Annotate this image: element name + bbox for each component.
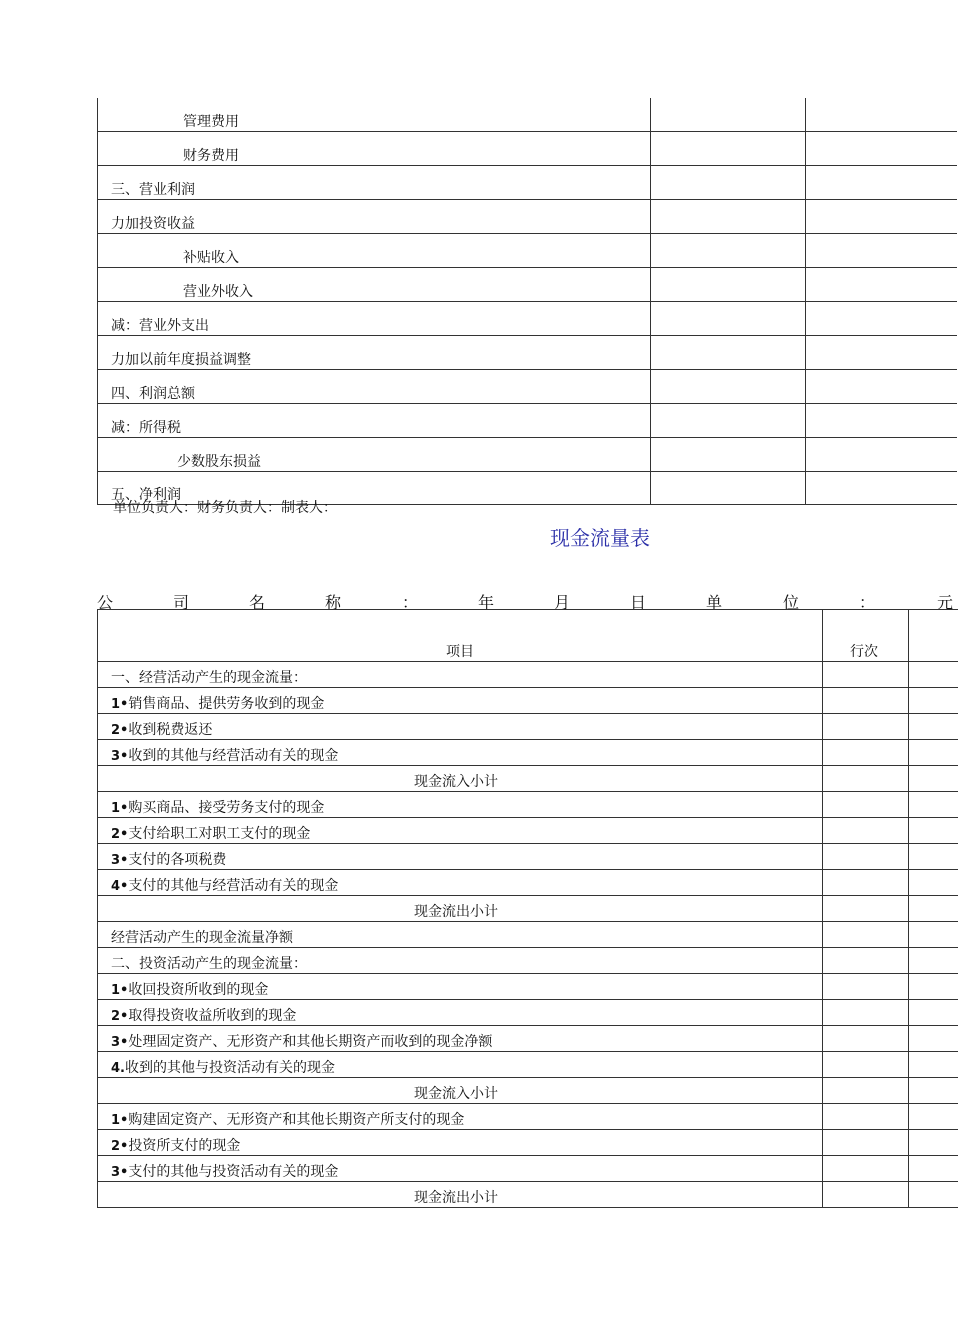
row-label: 力加投资收益 [111,216,195,232]
row-number: 3• [111,853,129,868]
column-divider [908,1156,909,1181]
column-divider [822,662,823,687]
row-text: 销售商品、提供劳务收到的现金 [128,696,325,712]
row-label [111,800,324,817]
row-text: 支付给职工对职工支付的现金 [128,826,311,842]
row-text: 收回投资所收到的现金 [128,982,269,998]
column-divider [822,792,823,817]
column-divider [822,1000,823,1025]
meta-char: 位 [783,593,800,612]
row-number: 2• [111,1009,129,1024]
table-row [98,1026,958,1052]
column-divider [908,1026,909,1051]
table-row [97,166,957,200]
column-divider [908,740,909,765]
row-label: 少数股东损益 [177,454,261,470]
row-label [111,852,226,869]
table-row [98,1104,958,1130]
table-row [97,200,957,234]
table-row [98,688,958,714]
row-text: 现金流入小计 [414,774,498,790]
column-divider [822,974,823,999]
meta-char: 年 [478,593,495,612]
row-label [111,748,338,765]
table-row [97,98,957,132]
row-text: 现金流出小计 [414,1190,498,1206]
table-row [98,1130,958,1156]
row-label: 减：所得税 [111,420,181,436]
table-row [98,896,958,922]
page-title: 现金流量表 [550,526,650,550]
column-divider [908,1078,909,1103]
table-row [98,792,958,818]
column-divider [822,714,823,739]
meta-char: ： [859,593,876,612]
row-label [111,1138,240,1155]
row-text: 现金流入小计 [414,1086,498,1102]
row-number: 1• [111,983,129,998]
column-divider [822,948,823,973]
row-text: 支付的其他与经营活动有关的现金 [128,878,339,894]
header-item: 项目 [446,644,474,660]
column-divider [822,896,823,921]
row-text: 现金流出小计 [414,904,498,920]
column-divider [908,1130,909,1155]
row-number: 1• [111,1113,129,1128]
row-number: 3• [111,1035,129,1050]
row-label: 管理费用 [183,114,239,130]
table-row [98,974,958,1000]
column-divider [822,1104,823,1129]
row-label [111,722,212,739]
table-row [98,922,958,948]
table-row [98,662,958,688]
header-line-number: 行次 [850,644,878,660]
row-text: 经营活动产生的现金流量净额 [111,930,293,946]
row-text: 一、经营活动产生的现金流量： [111,670,307,686]
column-divider [822,610,823,661]
row-text: 收到税费返还 [128,722,213,738]
row-label [111,1034,492,1051]
column-divider [822,688,823,713]
table-row [98,870,958,896]
meta-char: 单 [706,593,723,612]
column-divider [822,1078,823,1103]
table-row [98,766,958,792]
row-label: 补贴收入 [183,250,239,266]
income-statement-table [97,98,957,505]
column-divider [822,870,823,895]
column-divider [908,792,909,817]
row-label: 营业外收入 [183,284,253,300]
row-number: 2• [111,723,129,738]
column-divider [908,688,909,713]
table-row [97,336,957,370]
column-divider [908,1052,909,1077]
meta-char: 司 [173,593,190,612]
row-text: 收到的其他与投资活动有关的现金 [124,1060,335,1076]
column-divider [822,740,823,765]
row-label [111,1008,296,1025]
meta-char: 名 [249,593,266,612]
row-number: 1• [111,801,129,816]
table-row [97,370,957,404]
meta-char: ： [402,593,419,612]
row-label: 三、营业利润 [111,182,195,198]
cash-flow-table [97,609,958,1208]
row-text: 处理固定资产、无形资产和其他长期资产而收到的现金净额 [128,1034,493,1050]
row-text: 购建固定资产、无形资产和其他长期资产所支付的现金 [128,1112,465,1128]
row-label: 财务费用 [183,148,239,164]
row-number: 1• [111,697,129,712]
row-label: 力加以前年度损益调整 [111,352,251,368]
table-row [98,1182,958,1208]
row-label: 五、净利润 [111,487,181,503]
table-row [98,844,958,870]
signers-line: 单位负责人：财务负责人：制表人： [113,500,337,516]
row-label [414,1190,498,1207]
row-label [111,826,310,843]
column-divider [908,662,909,687]
table-row [97,438,957,472]
column-divider [908,870,909,895]
column-divider [908,766,909,791]
table-row [98,818,958,844]
table-row [98,1000,958,1026]
table-row [98,1078,958,1104]
table-row [97,132,957,166]
table-row [97,404,957,438]
row-label [111,878,338,895]
row-number: 4. [111,1061,125,1076]
table-row [98,948,958,974]
row-label [111,1112,464,1129]
row-text: 购买商品、接受劳务支付的现金 [128,800,325,816]
table-row [97,302,957,336]
column-divider [908,818,909,843]
column-divider [822,1052,823,1077]
table-row [97,268,957,302]
company-meta-line [97,590,957,610]
column-divider [908,844,909,869]
meta-char: 日 [630,593,647,612]
column-divider [908,714,909,739]
row-text: 取得投资收益所收到的现金 [128,1008,297,1024]
row-number: 2• [111,1139,129,1154]
table-row [98,740,958,766]
row-label [414,774,498,791]
meta-char: 称 [325,593,342,612]
row-text: 支付的其他与投资活动有关的现金 [128,1164,339,1180]
row-label [111,1060,335,1077]
row-text: 二、投资活动产生的现金流量： [111,956,307,972]
meta-char: 元 [937,593,954,612]
table-header [98,610,958,662]
row-label [111,696,324,713]
row-text: 支付的各项税费 [128,852,227,868]
row-number: 4• [111,879,129,894]
column-divider [822,766,823,791]
column-divider [822,844,823,869]
column-divider [908,974,909,999]
row-text: 收到的其他与经营活动有关的现金 [128,748,339,764]
row-label [414,1086,498,1103]
column-divider [908,922,909,947]
column-divider [908,1104,909,1129]
column-divider [908,1182,909,1207]
row-number: 2• [111,827,129,842]
row-label: 四、利润总额 [111,386,195,402]
row-label [111,956,307,973]
table-row [98,714,958,740]
column-divider [822,1130,823,1155]
row-label [111,982,268,999]
column-divider [822,1156,823,1181]
column-divider [908,1000,909,1025]
row-label [111,670,307,687]
row-number: 3• [111,749,129,764]
column-divider [908,610,909,661]
row-text: 投资所支付的现金 [128,1138,241,1154]
table-row [97,234,957,268]
table-row [98,1156,958,1182]
row-label: 减：营业外支出 [111,318,209,334]
row-number: 3• [111,1165,129,1180]
row-label [414,904,498,921]
row-label [111,930,293,947]
column-divider [908,948,909,973]
meta-char: 公 [97,593,114,612]
column-divider [822,1026,823,1051]
table-row [98,1052,958,1078]
column-divider [822,1182,823,1207]
column-divider [908,896,909,921]
column-divider [822,922,823,947]
row-label [111,1164,338,1181]
meta-char: 月 [554,593,571,612]
column-divider [822,818,823,843]
